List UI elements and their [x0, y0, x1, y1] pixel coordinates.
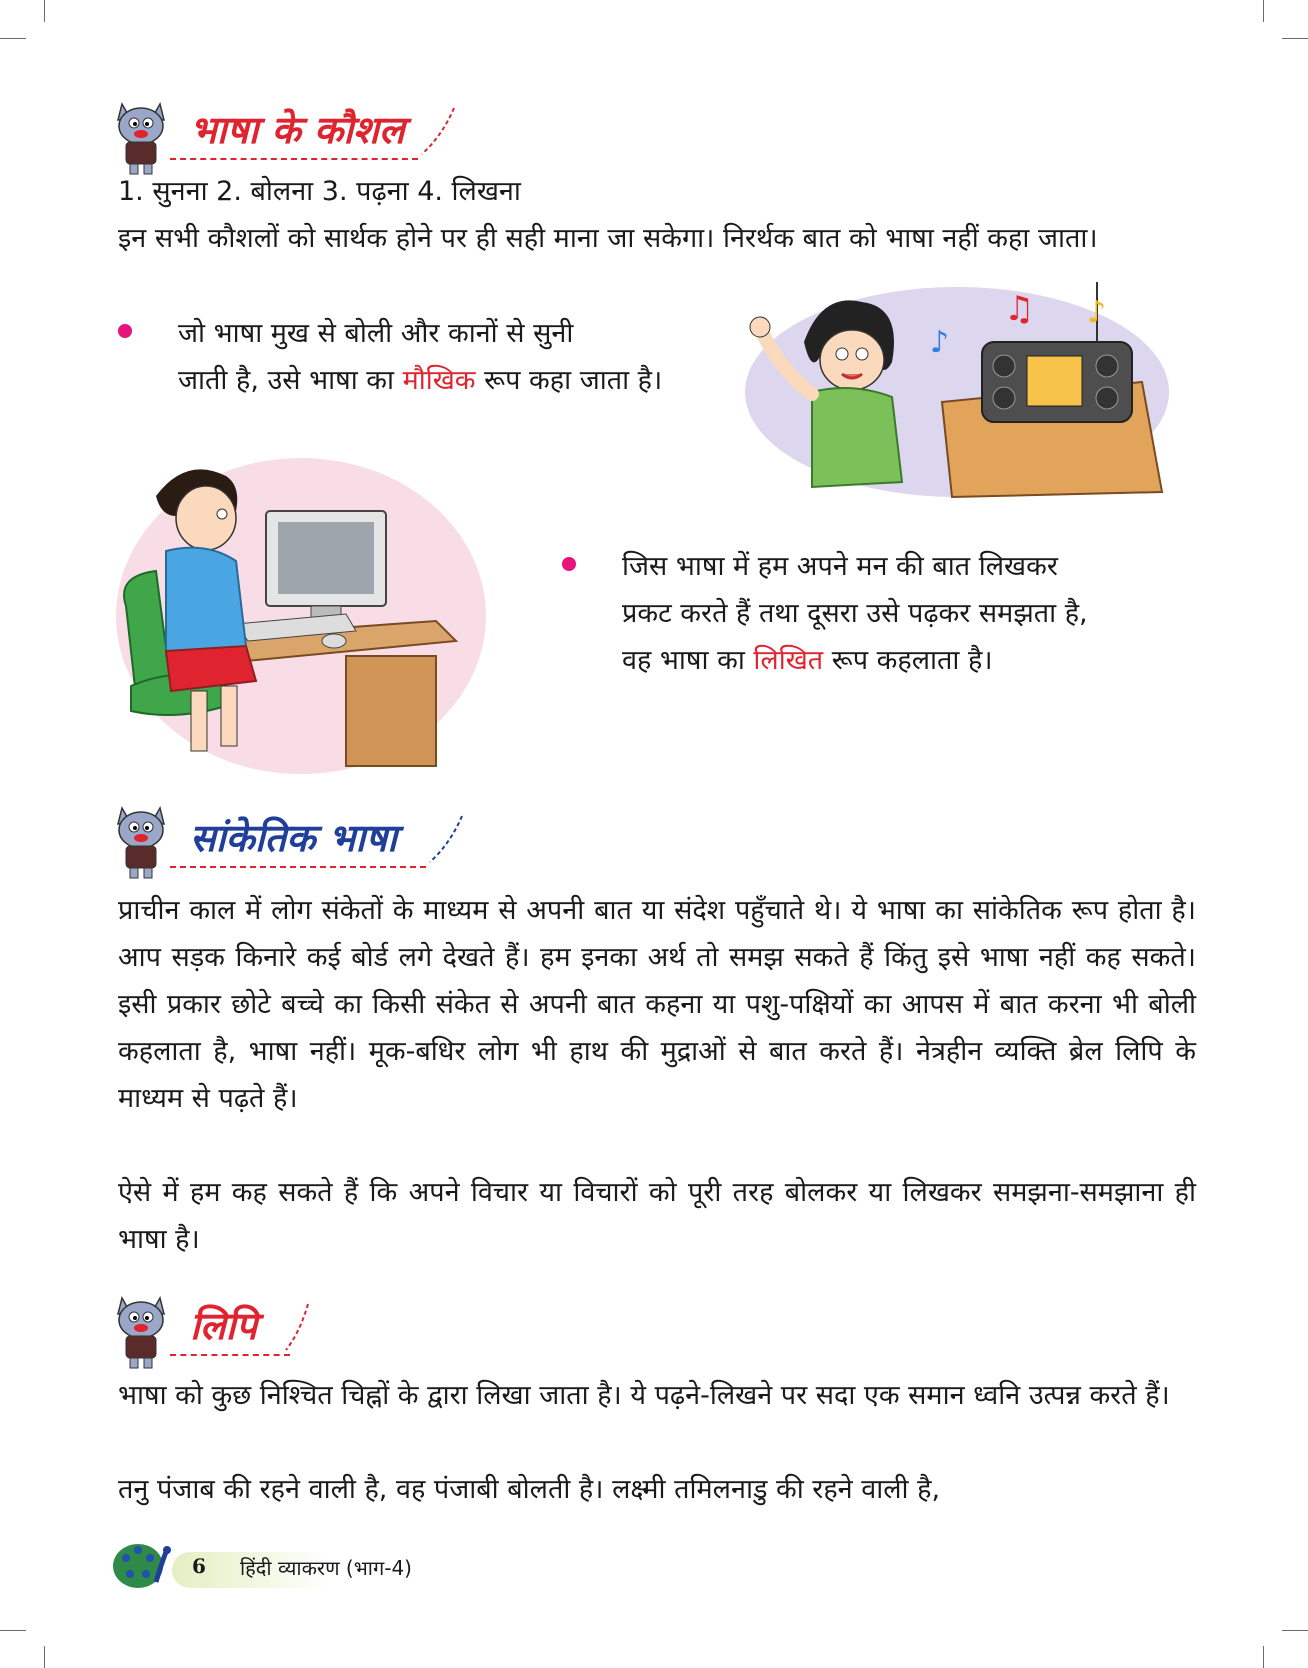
bullet-line: जिस भाषा में हम अपने मन की बात लिखकर [622, 551, 1058, 582]
bullet-text [622, 543, 1202, 684]
lipi-paragraph-1 [118, 1372, 1196, 1419]
sanketik-paragraph-2 [118, 1169, 1196, 1263]
paragraph: भाषा को कुछ निश्चित चिह्नों के द्वारा लिखा जाता है। ये पढ़ने-लिखने पर सदा एक समान ध्वनि उत्पन्न करते हैं। [118, 1380, 1170, 1411]
paragraph: ऐसे में हम कह सकते हैं कि अपने विचार या विचारों को पूरी तरह बोलकर या लिखकर समझना-समझाना ही भाषा है। [118, 1177, 1196, 1255]
heading-underline [170, 158, 418, 160]
section-heading-kaushal [110, 96, 490, 176]
text-segment: जाती है, उसे भाषा का [178, 365, 403, 396]
cat-mascot-icon [110, 800, 172, 882]
cat-mascot-icon [110, 96, 172, 178]
page-footer [112, 1532, 632, 1592]
bullet-line: प्रकट करते हैं तथा दूसरा उसे पढ़कर समझता है, [622, 598, 1088, 629]
text-segment: रूप कहा जाता है। [475, 365, 663, 396]
boy-computer-illustration [116, 456, 486, 776]
intro-paragraph: इन सभी कौशलों को सार्थक होने पर ही सही माना जा सकेगा। निरर्थक बात को भाषा नहीं कहा जाता। [118, 223, 1098, 254]
highlight-likhit: लिखित [753, 645, 824, 676]
skills-line: 1. सुनना 2. बोलना 3. पढ़ना 4. लिखना [118, 176, 521, 207]
bullet-oral [118, 310, 738, 410]
peacock-icon [112, 1532, 178, 1592]
lipi-paragraph-2 [118, 1466, 1196, 1513]
bullet-line [178, 357, 738, 404]
kaushal-intro [118, 215, 1196, 262]
crop-mark [1282, 38, 1308, 39]
paragraph: प्राचीन काल में लोग संकेतों के माध्यम से अपनी बात या संदेश पहुँचाते थे। ये भाषा का सांकेतिक रूप होता है। आप सड़क किनारे कई बोर्ड लगे देखते हैं। हम इनका अर्थ तो समझ सकते हैं किंतु इसे भाषा नहीं कह सकते। इसी प्रकार छोटे बच्चे का किसी संकेत से अपनी बात कहना या पशु-पक्षियों का आपस में बात करना भी बोली कहलाता है, भाषा नहीं। मूक-बधिर लोग भी हाथ की मुद्राओं से बात करते हैं। नेत्रहीन व्यक्ति ब्रेल लिपि के माध्यम से पढ़ते हैं। [118, 895, 1196, 1114]
crop-mark [0, 38, 26, 39]
text-segment: वह भाषा का [622, 645, 754, 676]
highlight-maukhik: मौखिक [402, 365, 476, 396]
crop-mark [1282, 1630, 1308, 1631]
bullet-written [562, 543, 1202, 693]
crop-mark [1263, 0, 1264, 22]
heading-title: भाषा के कौशल [190, 108, 405, 152]
sanketik-paragraph-1 [118, 887, 1196, 1122]
heading-slash [426, 814, 466, 864]
section-heading-sanketik [110, 800, 490, 880]
bullet-dot [118, 324, 132, 338]
bullet-text [178, 310, 738, 404]
bullet-line [622, 637, 1202, 684]
skills-list [118, 168, 1196, 215]
svg-text:♫: ♫ [1004, 289, 1035, 329]
bullet-dot [562, 557, 576, 571]
svg-text:♪: ♪ [1087, 295, 1107, 330]
heading-title: लिपि [190, 1304, 258, 1348]
text-segment: रूप कहलाता है। [823, 645, 993, 676]
book-title: हिंदी व्याकरण (भाग-4) [240, 1556, 412, 1580]
heading-slash [418, 106, 458, 156]
page-number: 6 [192, 1554, 206, 1578]
crop-mark [44, 0, 45, 22]
bullet-line: जो भाषा मुख से बोली और कानों से सुनी [178, 318, 574, 349]
heading-underline [170, 1354, 290, 1356]
crop-mark [1263, 1646, 1264, 1668]
crop-mark [44, 1646, 45, 1668]
heading-underline [170, 866, 426, 868]
cat-mascot-icon [110, 1290, 172, 1372]
section-heading-lipi [110, 1290, 370, 1370]
paragraph: तनु पंजाब की रहने वाली है, वह पंजाबी बोलती है। लक्ष्मी तमिलनाडु की रहने वाली है, [118, 1474, 941, 1505]
crop-mark [0, 1630, 26, 1631]
girl-radio-illustration [742, 282, 1172, 502]
heading-title: सांकेतिक भाषा [190, 816, 397, 860]
heading-slash [282, 1302, 312, 1352]
svg-text:♪: ♪ [930, 325, 950, 360]
